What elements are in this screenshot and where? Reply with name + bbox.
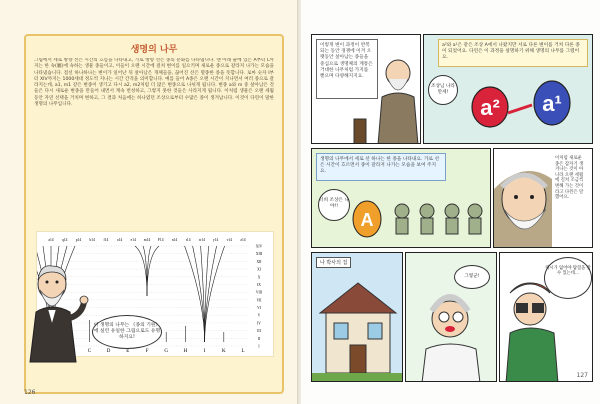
panel-3-caption: 생명의 나무에서 세로 선 하나는 한 종을 나타내요. 가로 선은 시간이 흐르면서 종이 갈라져 나가는 모습을 보여 주지요.	[316, 153, 446, 181]
panel-7-bubble: 택시가 없어야 탐험을 갈 수 있는데...	[544, 257, 592, 299]
tree-roman-label: VII	[256, 298, 262, 303]
letter-a-ancestor: A	[360, 210, 374, 230]
tree-label-bottom: C	[87, 349, 92, 354]
tree-label-top: w14	[198, 238, 205, 242]
tree-label-top: a14	[48, 238, 54, 242]
comic-panel-6	[405, 252, 497, 382]
tree-roman-label: II	[257, 336, 261, 341]
panel-2-caption: a²와 a¹은 같은 조상 A에서 나왔지만 서로 다른 변이를 거쳐 다른 종이 되었어요. 다윈은 이 과정을 설명하기 위해 생명의 나무를 그렸어요.	[438, 39, 588, 67]
tree-label-top: n14	[171, 238, 178, 242]
tree-roman-label: X	[257, 275, 261, 280]
tree-label-bottom: L	[241, 349, 245, 354]
kid-with-binoculars	[500, 253, 593, 382]
page-number-left: 126	[24, 389, 36, 396]
tree-roman-label: III	[257, 329, 261, 334]
tree-label-top: m14	[143, 238, 151, 242]
tree-label-top: z14	[240, 238, 246, 242]
tree-branch	[143, 246, 147, 296]
tree-roman-label: IX	[257, 282, 261, 287]
tree-branch	[135, 246, 147, 296]
darwin-speech-bubble: 이 생명의 나무는 《종의 기원》에 실린 유일한 그림으로도 유명하지요!	[92, 315, 162, 349]
darwin-character	[18, 262, 98, 372]
tree-roman-label: XIII	[255, 252, 263, 257]
comic-panel-2	[423, 34, 593, 144]
comic-panel-3	[311, 148, 491, 248]
tree-label-bottom: E	[126, 349, 130, 354]
tree-label-top: e14	[130, 238, 136, 242]
tree-label-top: r14	[185, 238, 191, 242]
tree-label-bottom: G	[164, 349, 169, 354]
tree-roman-label: XIV	[255, 244, 263, 249]
comic-panel-5	[311, 252, 403, 382]
scientist-drawing	[312, 35, 421, 144]
comic-panel-4	[493, 148, 593, 248]
tree-label-bottom: I	[203, 349, 206, 354]
tree-branch	[147, 246, 151, 296]
comic-panel-7	[499, 252, 593, 382]
tree-label-bottom: F	[145, 349, 149, 354]
tree-label-top: y14	[212, 238, 219, 242]
ancestor-characters	[312, 149, 491, 248]
tree-roman-label: VI	[257, 306, 261, 311]
page-number-right: 127	[576, 372, 588, 379]
article-title: 생명의 나무	[130, 45, 178, 55]
tree-label-top: f14	[103, 238, 109, 242]
tree-label-bottom: H	[183, 349, 188, 354]
letter-characters	[424, 35, 593, 144]
tree-label-bottom: D	[106, 349, 111, 354]
tree-roman-label: I	[258, 344, 260, 349]
tree-roman-label: IV	[257, 321, 261, 326]
tree-roman-label: XII	[256, 259, 262, 264]
tree-label-top: F14	[157, 238, 164, 242]
tree-label-top: o14	[116, 238, 123, 242]
comic-panel-1	[311, 34, 421, 144]
tree-roman-label: VIII	[255, 290, 263, 295]
tree-label-top: p14	[75, 238, 82, 242]
tree-branch	[147, 246, 159, 296]
tree-label-bottom: K	[221, 349, 226, 354]
house-drawing	[312, 253, 403, 382]
tree-label-top: v14	[226, 238, 232, 242]
right-page	[301, 0, 600, 404]
location-label: 나 박사의 집	[316, 257, 351, 268]
tree-roman-label: V	[257, 313, 261, 318]
darwin-portrait	[494, 149, 593, 248]
tree-label-top: b14	[89, 238, 95, 242]
panel-6-bubble: 그렇군!	[454, 265, 490, 289]
letter-a1: a¹	[542, 91, 562, 116]
tree-label-top: q14	[62, 238, 68, 242]
tree-roman-label: XI	[257, 267, 261, 272]
left-page	[0, 0, 299, 404]
panel-4-caption: 이처럼 새로운 종은 갑자기 생겨나는 것이 아니라 오랜 세월에 걸쳐 조금씩 변해 가는 것이라고 다윈은 말했어요.	[552, 153, 590, 233]
panel-2-bubble: 조상님 나라 만세!	[428, 75, 458, 105]
professor-drawing	[406, 253, 497, 382]
panel-3-bubble: 너희 조상은 나야!!	[318, 189, 350, 221]
article-body: 그림에서 세로 방향 선은 시간의 흐름을 나타내고, 가로 방향 선은 종의 분화를 나타냅니다. 맨 아래 줄에 있는 A부터 L까지는 한 속(屬)에 속하는 생물 종들이고, 이들이 오랜 시간에 걸쳐 변이를 일으키며 새로운 종으로 갈라져 나가는 모습을 나타냈습니다. 점선 하나하나는 변이가 일어난 뒤 살아남은 개체들을, 끊어진 선은 멸종한 종을 뜻합니다. 로마 숫자 I부터 XIV까지는 1000세대 정도씩 지나는 시간 간격을 의미합니다. 예를 들어 A종은 오랜 시간이 지나면서 여러 종으로 갈라지는데, a1, m1 같은 변종이 생기고 다시 a2, m2처럼 더 많은 변종으로 나뉘게 됩니다. 변종 a와 m 중 살아남은 것들은 다시 새로운 변종을 만들어 내면서 계속 번성하고, 그렇지 못한 것들은 사라지게 됩니다. 이처럼 생물은 오랜 세월 동안 자연 선택을 거치며 변하고, 그 결과 처음에는 하나였던 조상으로부터 수많은 종이 생겨납니다. 이것이 다윈이 말한 생명의 나무입니다.	[34, 58, 274, 108]
panel-1-caption: 이렇게 변이 과정이 반복되는 동안 경쟁에 이겨 오랫동안 살아남는 종들을 중심으로 생명체의 계통은 거대한 나무처럼 가지를 뻗으며 다양해지지요.	[316, 39, 378, 99]
letter-a2: a²	[480, 95, 500, 120]
